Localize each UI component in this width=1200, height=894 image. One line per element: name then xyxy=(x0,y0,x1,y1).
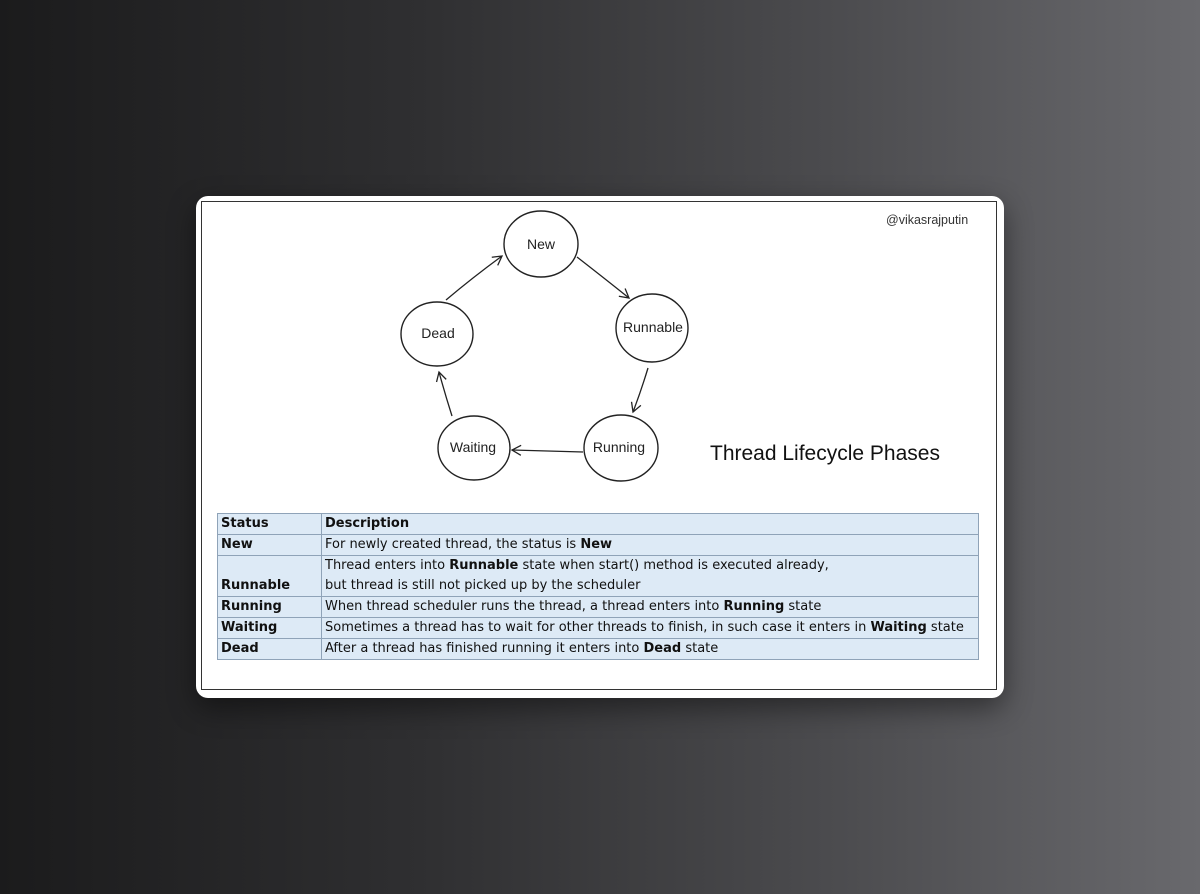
row-status: New xyxy=(218,535,322,556)
state-node-dead xyxy=(401,302,473,366)
table-row xyxy=(218,639,979,660)
row-status: Runnable xyxy=(218,556,322,597)
state-node-runnable xyxy=(616,294,688,362)
arrow-waiting-to-dead xyxy=(439,372,452,416)
row-description: For newly created thread, the status is New xyxy=(322,535,979,556)
author-handle: @vikasrajputin xyxy=(886,213,969,227)
header-status: Status xyxy=(218,514,322,535)
table-row xyxy=(218,597,979,618)
arrow-runnable-to-running xyxy=(633,368,648,412)
row-description: After a thread has finished running it enters into Dead state xyxy=(322,639,979,660)
table-row xyxy=(218,535,979,556)
header-description: Description xyxy=(322,514,979,535)
state-label-running: Running xyxy=(592,439,646,455)
status-table xyxy=(217,513,979,660)
state-node-new xyxy=(504,211,578,277)
state-node-running xyxy=(584,415,658,481)
row-description: Sometimes a thread has to wait for other threads to finish, in such case it enters in Waiting state xyxy=(322,618,979,639)
row-description: When thread scheduler runs the thread, a thread enters into Running state xyxy=(322,597,979,618)
state-label-runnable: Runnable xyxy=(623,319,683,335)
arrow-new-to-runnable xyxy=(577,257,629,298)
arrow-running-to-waiting xyxy=(512,450,583,452)
row-status: Waiting xyxy=(218,618,322,639)
state-label-new: New xyxy=(526,236,556,252)
table-row xyxy=(218,618,979,639)
diagram-card xyxy=(196,196,1004,698)
state-node-waiting xyxy=(438,416,510,480)
table-header-row xyxy=(218,514,979,535)
state-label-waiting: Waiting xyxy=(449,439,497,455)
table-row xyxy=(218,556,979,597)
diagram-title: Thread Lifecycle Phases xyxy=(710,442,940,465)
row-status: Dead xyxy=(218,639,322,660)
state-label-dead: Dead xyxy=(421,325,455,341)
arrow-dead-to-new xyxy=(446,256,502,300)
row-status: Running xyxy=(218,597,322,618)
row-description: Thread enters into Runnable state when start() method is executed already, but thread is still not picked up by the scheduler xyxy=(322,556,979,597)
